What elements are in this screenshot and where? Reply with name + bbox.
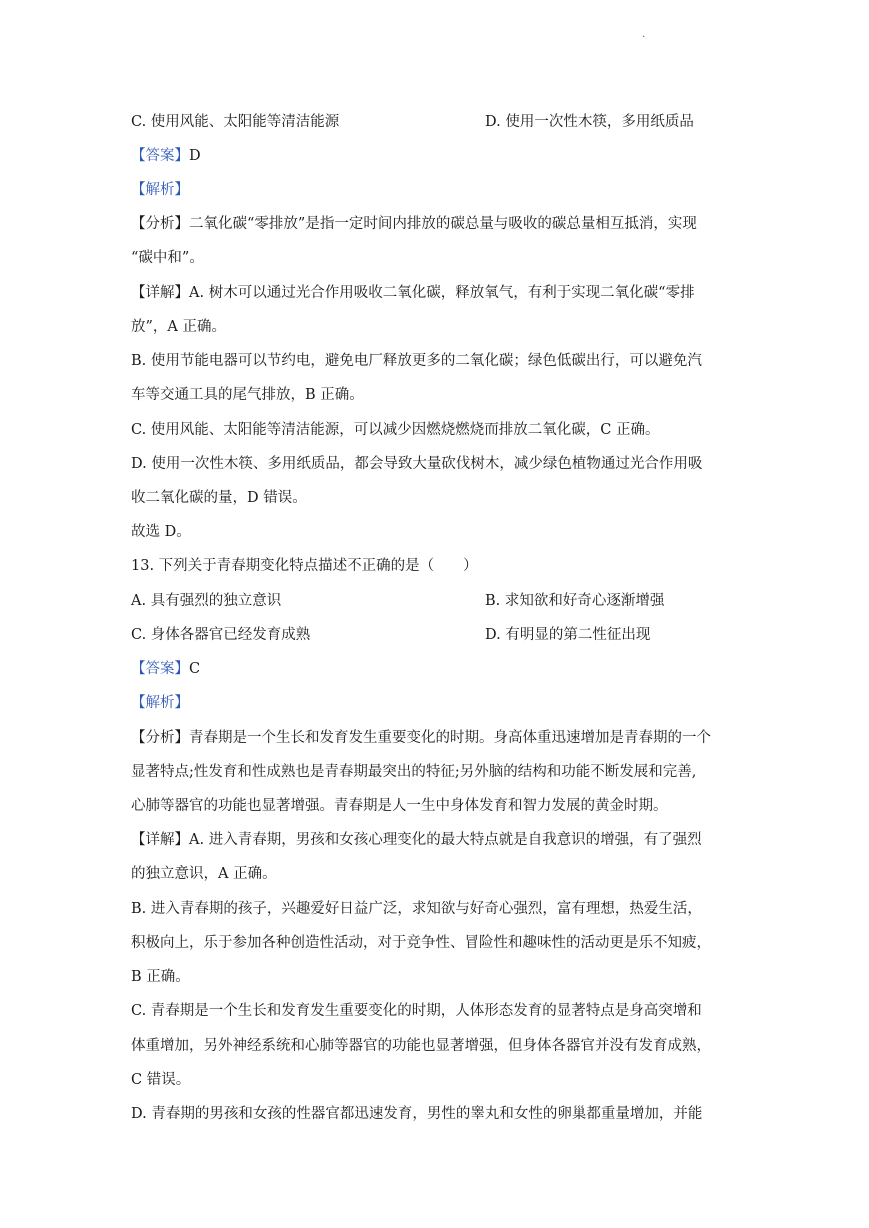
- q13-detail-line-4: 积极向上，乐于参加各种创造性活动，对于竞争性、冒险性和趣味性的活动更是乐不知疲，: [131, 935, 711, 951]
- q13-option-d: D. 有明显的第二性征出现: [485, 627, 651, 643]
- q13-option-b: B. 求知欲和好奇心逐渐增强: [485, 593, 665, 609]
- fenxi-text: 青春期是一个生长和发育发生重要变化的时期。身高体重迅速增加是青春期的一个: [189, 730, 711, 746]
- q13-option-c: C. 身体各器官已经发育成熟: [131, 627, 311, 643]
- q13-fenxi-line-2: 显著特点;性发育和性成熟也是青春期最突出的特征;另外脑的结构和功能不断发展和完善,: [131, 764, 697, 780]
- q13-detail-line-3: B. 进入青春期的孩子，兴趣爱好日益广泛，求知欲与好奇心强烈，富有理想，热爱生活，: [131, 901, 702, 917]
- q12-analysis-label: 【解析】: [131, 182, 189, 198]
- q12-detail-line-1: [131, 283, 695, 303]
- fenxi-text: 二氧化碳“零排放”是指一定时间内排放的碳总量与吸收的碳总量相互抵消，实现: [189, 216, 697, 232]
- q12-conclusion: 故选 D。: [131, 524, 191, 540]
- q13-detail-line-5: B 正确。: [131, 969, 190, 985]
- q13-option-a: A. 具有强烈的独立意识: [131, 593, 282, 609]
- q13-detail-line-8: C 错误。: [131, 1072, 191, 1088]
- q12-answer-line: [131, 146, 201, 166]
- q12-detail-line-3: B. 使用节能电器可以节约电，避免电厂释放更多的二氧化碳；绿色低碳出行，可以避免汽: [131, 353, 702, 369]
- detail-label: 【详解】: [131, 285, 189, 301]
- answer-label: 【答案】: [131, 661, 189, 677]
- q12-detail-line-4: 车等交通工具的尾气排放，B 正确。: [131, 387, 364, 403]
- header-mark: .: [642, 29, 646, 40]
- q13-detail-line-1: [131, 830, 702, 850]
- q13-detail-line-6: C. 青春期是一个生长和发育发生重要变化的时期，人体形态发育的显著特点是身高突增和: [131, 1003, 702, 1019]
- q13-answer-line: [131, 659, 200, 679]
- q13-analysis-label: 【解析】: [131, 695, 189, 711]
- detail-text: A. 树木可以通过光合作用吸收二氧化碳，释放氧气，有利于实现二氧化碳“零排: [189, 285, 695, 301]
- q12-option-d: D. 使用一次性木筷，多用纸质品: [485, 114, 694, 130]
- q13-fenxi-line-3: 心肺等器官的功能也显著增强。青春期是人一生中身体发育和智力发展的黄金时期。: [131, 798, 668, 814]
- fenxi-label: 【分析】: [131, 216, 189, 232]
- answer-value: D: [189, 148, 201, 164]
- answer-label: 【答案】: [131, 148, 189, 164]
- q13-fenxi-line-1: [131, 728, 711, 748]
- q12-fenxi-line-1: [131, 214, 697, 234]
- detail-text: A. 进入青春期，男孩和女孩心理变化的最大特点就是自我意识的增强，有了强烈: [189, 832, 702, 848]
- q12-fenxi-line-2: “碳中和”。: [131, 250, 204, 266]
- q12-detail-line-6: D. 使用一次性木筷、多用纸质品，都会导致大量砍伐树木，减少绿色植物通过光合作用吸: [131, 456, 703, 472]
- q13-detail-line-2: 的独立意识，A 正确。: [131, 866, 277, 882]
- fenxi-label: 【分析】: [131, 730, 189, 746]
- q12-option-c: C. 使用风能、太阳能等清洁能源: [131, 114, 340, 130]
- answer-value: C: [189, 661, 201, 677]
- q12-detail-line-7: 收二氧化碳的量，D 错误。: [131, 490, 307, 506]
- q12-detail-line-2: 放”，A 正确。: [131, 319, 226, 335]
- detail-label: 【详解】: [131, 832, 189, 848]
- q13-stem: 13. 下列关于青春期变化特点描述不正确的是（ ）: [131, 558, 478, 574]
- q13-detail-line-9: D. 青春期的男孩和女孩的性器官都迅速发育，男性的睾丸和女性的卵巢都重量增加，并能: [131, 1106, 703, 1122]
- q13-detail-line-7: 体重增加，另外神经系统和心肺等器官的功能也显著增强，但身体各器官并没有发育成熟，: [131, 1038, 711, 1054]
- q12-detail-line-5: C. 使用风能、太阳能等清洁能源，可以减少因燃烧燃烧而排放二氧化碳，C 正确。: [131, 422, 660, 438]
